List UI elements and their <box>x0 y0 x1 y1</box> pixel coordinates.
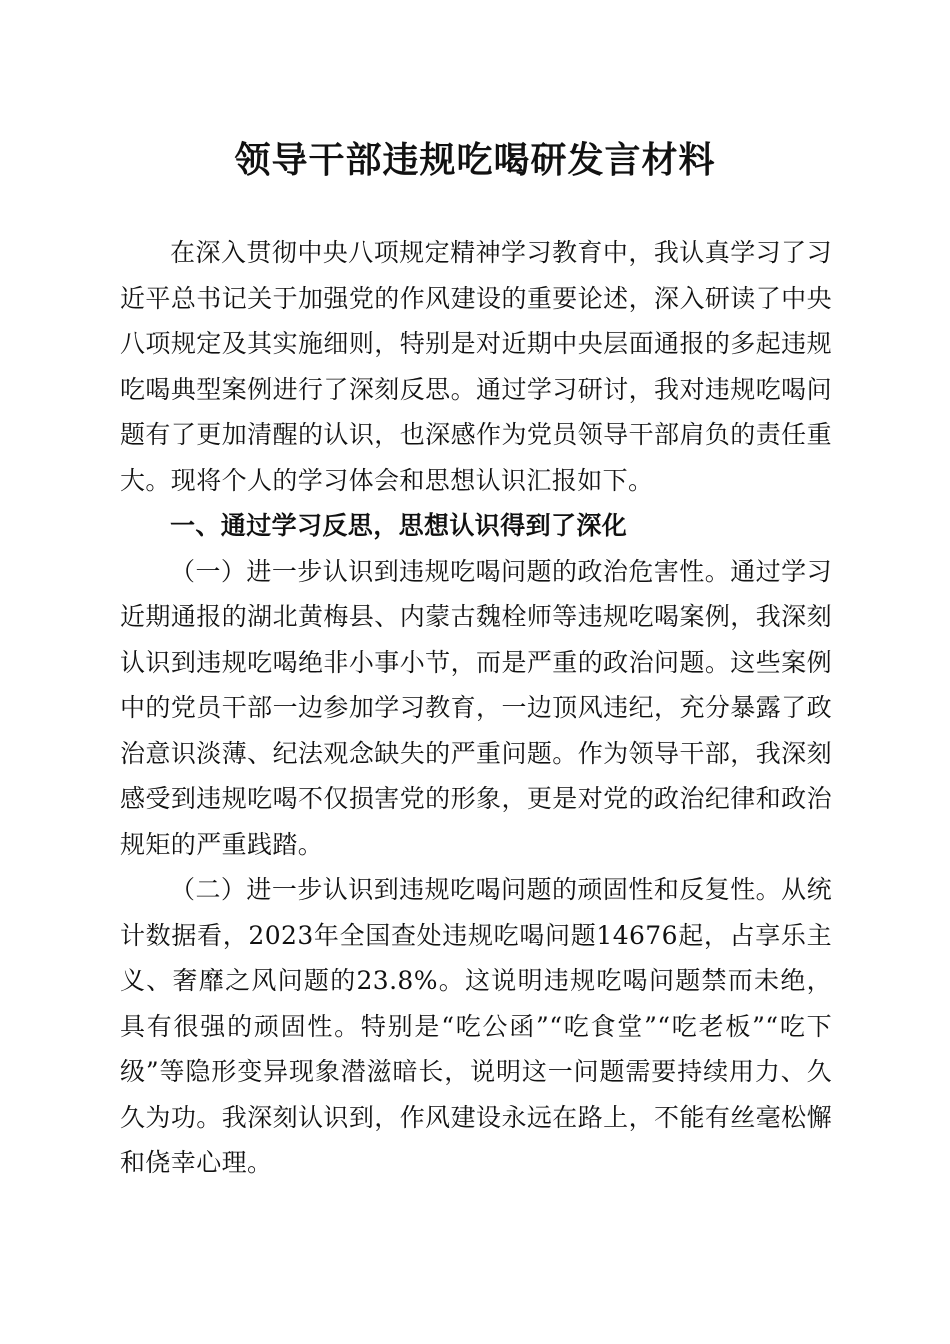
section-heading-1: 一、通过学习反思，思想认识得到了深化 <box>170 511 628 540</box>
point-paragraph-1: （一）进一步认识到违规吃喝问题的政治危害性。通过学习近期通报的湖北黄梅县、内蒙古魏栓师等违规吃喝案例，我深刻认识到违规吃喝绝非小事小节，而是严重的政治问题。这些案例中的党员干部一边参加学习教育，一边顶风违纪，充分暴露了政治意识淡薄、纪法观念缺失的严重问题。作为领导干部，我深刻感受到违规吃喝不仅损害党的形象，更是对党的政治纪律和政治规矩的严重践踏。 <box>120 556 832 859</box>
point-paragraph-2: （二）进一步认识到违规吃喝问题的顽固性和反复性。从统计数据看，2023年全国查处违规吃喝问题14676起，占享乐主义、奢靡之风问题的23.8%。这说明违规吃喝问题禁而未绝，具有很强的顽固性。特别是“吃公函”“吃食堂”“吃老板”“吃下级”等隐形变异现象潜滋暗长，说明这一问题需要持续用力、久久为功。我深刻认识到，作风建设永远在路上，不能有丝毫松懈和侥幸心理。 <box>120 875 832 1177</box>
document-body <box>120 230 832 1186</box>
intro-paragraph: 在深入贯彻中央八项规定精神学习教育中，我认真学习了习近平总书记关于加强党的作风建设的重要论述，深入研读了中央八项规定及其实施细则，特别是对近期中央层面通报的多起违规吃喝典型案例进行了深刻反思。通过学习研讨，我对违规吃喝问题有了更加清醒的认识，也深感作为党员领导干部肩负的责任重大。现将个人的学习体会和思想认识汇报如下。 <box>120 238 832 495</box>
document-title: 领导干部违规吃喝研发言材料 <box>234 139 716 181</box>
